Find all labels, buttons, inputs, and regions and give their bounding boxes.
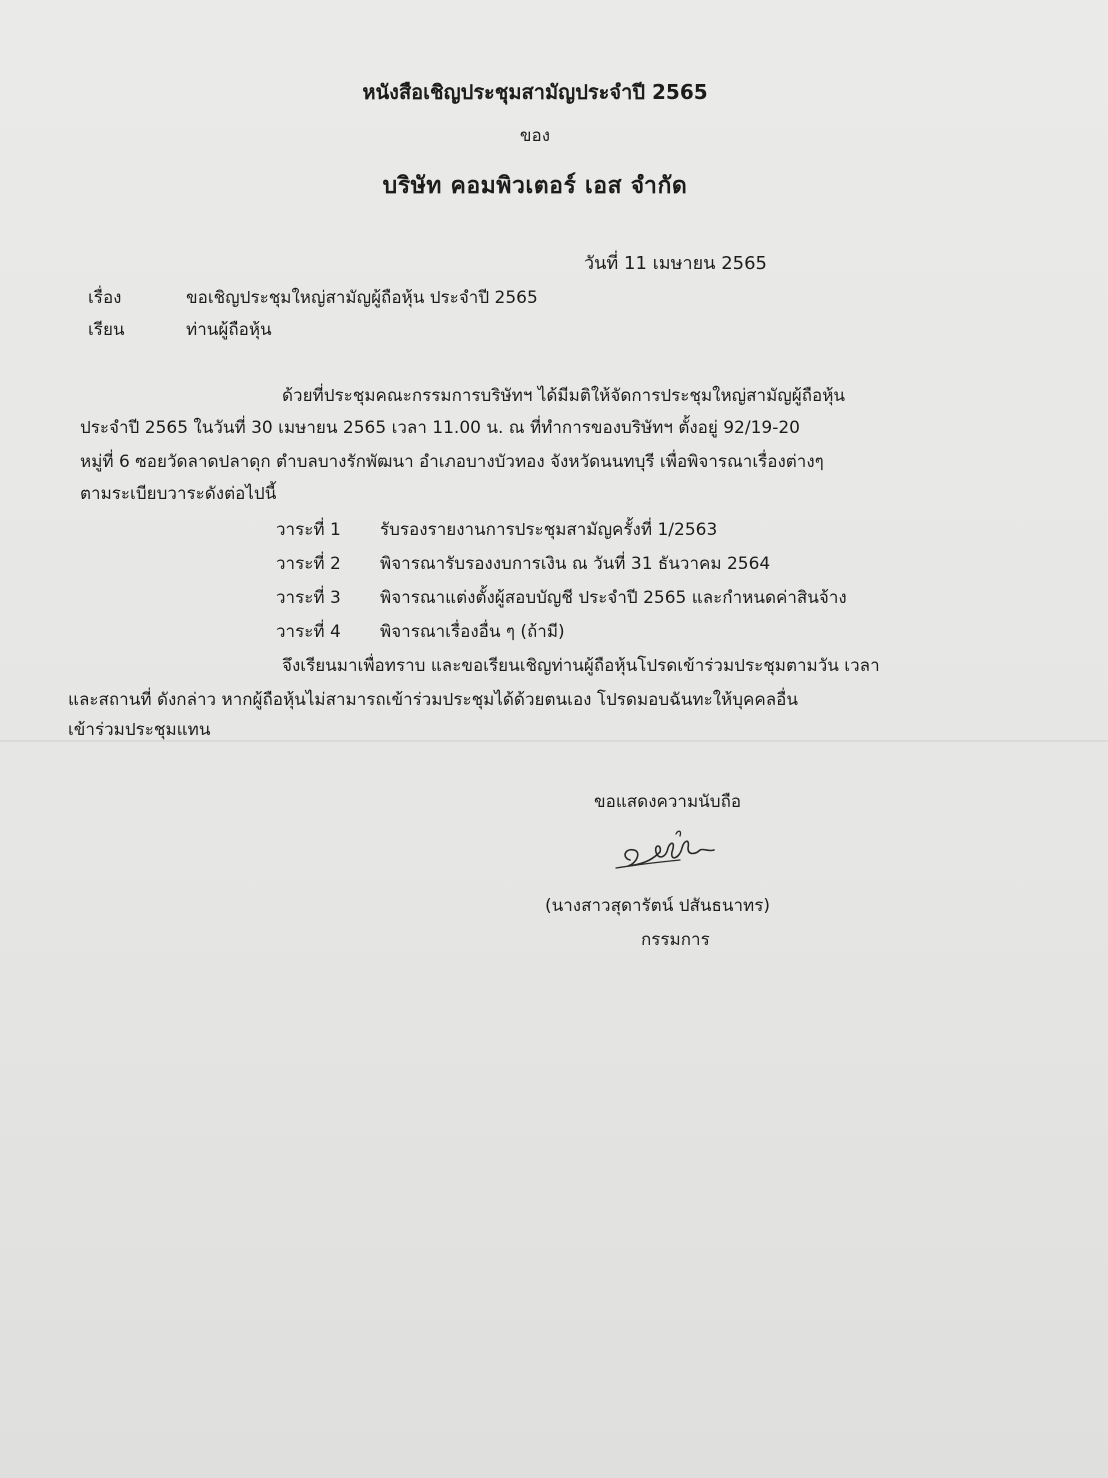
body-line: ประจำปี 2565 ในวันที่ 30 เมษายน 2565 เวลา 11.00 น. ณ ที่ทำการของบริษัทฯ ตั้งอยู่ 92/19-20 [80,418,800,438]
closing-line: เข้าร่วมประชุมแทน [68,720,211,740]
body-line: ด้วยที่ประชุมคณะกรรมการบริษัทฯ ได้มีมติให้จัดการประชุมใหญ่สามัญผู้ถือหุ้น [282,386,846,406]
signer-name: (นางสาวสุดารัตน์ ปสันธนาทร) [545,896,771,916]
agenda-text-2: พิจารณารับรองงบการเงิน ณ วันที่ 31 ธันวาคม 2564 [380,554,771,574]
agenda-label-2: วาระที่ 2 [276,554,341,574]
company-name: บริษัท คอมพิวเตอร์ เอส จำกัด [382,173,688,199]
subject-value: ขอเชิญประชุมใหญ่สามัญผู้ถือหุ้น ประจำปี 2565 [186,288,538,308]
letter-title: หนังสือเชิญประชุมสามัญประจำปี 2565 [362,80,708,104]
handwritten-signature [610,818,730,878]
letter-of: ของ [519,126,551,146]
agenda-text-3: พิจารณาแต่งตั้งผู้สอบบัญชี ประจำปี 2565 และกำหนดค่าสินจ้าง [380,588,847,608]
agenda-label-1: วาระที่ 1 [276,520,341,540]
agenda-label-3: วาระที่ 3 [276,588,341,608]
subject-label: เรื่อง [88,288,122,308]
body-line: หมู่ที่ 6 ซอยวัดลาดปลาดุก ตำบลบางรักพัฒนา อำเภอบางบัวทอง จังหวัดนนทบุรี เพื่อพิจารณาเรื่องต่างๆ [80,452,824,472]
signer-position: กรรมการ [641,930,710,950]
body-line: ตามระเบียบวาระดังต่อไปนี้ [80,484,277,504]
agenda-label-4: วาระที่ 4 [276,622,341,642]
recipient-value: ท่านผู้ถือหุ้น [186,320,272,340]
closing-line: จึงเรียนมาเพื่อทราบ และขอเรียนเชิญท่านผู้ถือหุ้นโปรดเข้าร่วมประชุมตามวัน เวลา [282,656,880,676]
closing-line: และสถานที่ ดังกล่าว หากผู้ถือหุ้นไม่สามารถเข้าร่วมประชุมได้ด้วยตนเอง โปรดมอบฉันทะให้บุคคลอื่น [68,690,798,710]
letter-date: วันที่ 11 เมษายน 2565 [584,253,767,274]
recipient-label: เรียน [88,320,125,340]
agenda-text-1: รับรองรายงานการประชุมสามัญครั้งที่ 1/2563 [380,520,718,540]
sign-off-closing: ขอแสดงความนับถือ [594,792,742,812]
agenda-text-4: พิจารณาเรื่องอื่น ๆ (ถ้ามี) [380,622,565,642]
